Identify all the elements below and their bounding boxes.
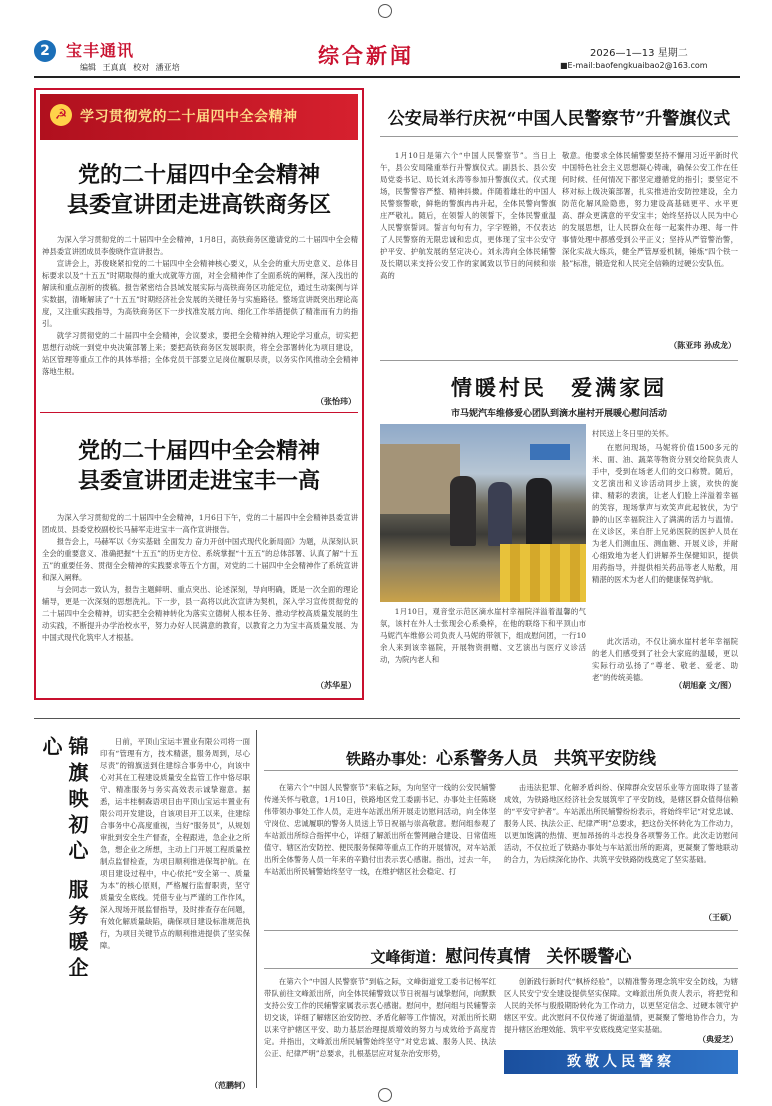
article3-col1: 1月10日是第六个“中国人民警察节”。当日上午，县公安局隆重举行升警旗仪式。副县长、县公安局党委书记、局长刘永涛等参加升警旗仪式。仪式现场，民警警容严整、精神抖擞。伴随着雄壮的中国人民警察警歌，鲜艳的警旗冉冉升起，全体民警向警旗庄严敬礼。随后，在领誓人的领誓下，全体民警重温人民警察誓词。誓言句句有力，字字铿锵，不仅表达了人民警察的无限忠诚和忠贞，更体现了宝丰公安守护平安、护航发展的坚定决心。刘永涛向全体民辅警及长期以来支持公安工作的家属致以节日的问候和崇高的: [380, 151, 556, 280]
article1-title: 党的二十届四中全会精神 县委宣讲团走进高铁商务区: [66, 162, 331, 218]
article4-col1: 1月10日，观音堂示范区滴水崖村幸福院洋溢着温馨的气氛，该村在外人士张现会心系桑梓，在他的联络下和平顶山市马妮汽车维修公司负责人马妮的带领下，组成慰问团，一行10余人来到该幸福院，开展物资捐赠、文艺演出与医疗义诊活动，为院内老人和: [380, 607, 586, 664]
article6-title-main: 心系警务人员 共筑平安防线: [436, 749, 656, 769]
article6-rule: [264, 770, 738, 771]
article2-body: 为深入学习贯彻党的二十届四中全会精神，1月6日下午，党的二十届四中全会精神县委宣讲团成员、县委党校副校长马赫军走进宝丰一高作宣讲报告。 报告会上，马赫军以《夯实基础 全面发力 奋力开创中国式现代化新局面》为题，从深刻认识全会的重要意义、准确把握“十五五”的历史方位、系统掌握“十五五”的总体部署、认真了解“十五五”的重要任务、贯彻全会精神的实践要求等五个方面，对党的二十届四中全会精神作了系统宣讲和深入阐释。 与会同志一致认为，报告主题鲜明、重点突出、论述深刻，导向明确，既是一次全面的理论辅导，更是一次深刻的思想洗礼。下一步，县一高将以此次宣讲为契机，深入学习宣传贯彻党的二十届四中全会精神，切实把全会精神转化为落实立德树人根本任务、推动学校高质量发展的生动实践，不断提升办学治校水平，努力办好人民满意的教育，以教育之力为宝丰高质量发展、为中国式现代化筑牢人才根基。: [42, 513, 358, 642]
photo-person: [450, 476, 476, 546]
article2-byline: （苏华星）: [316, 680, 356, 690]
article7-title-prefix: 文峰街道：: [370, 948, 446, 966]
article-divider-bottom: [264, 930, 738, 931]
photo-supplies: [500, 544, 586, 602]
article-divider: [40, 412, 358, 413]
photo-blue-sign: [530, 444, 570, 460]
article7-byline: （典爱芝）: [698, 1034, 738, 1044]
article4-byline: （胡旭豪 文/图）: [674, 680, 736, 690]
photo-person: [526, 478, 552, 546]
article6-col2: 击违法犯罪、化解矛盾纠纷、保障群众安居乐业等方面取得了显著成效，为铁路地区经济社会发展筑牢了平安防线，是辖区群众值得信赖的“平安守护者”。车站派出所民辅警纷纷表示，将始终牢记“对党忠诚、服务人民、执法公正、纪律严明”总要求，把这份关怀转化为工作动力，以更加饱满的热情、更加昂扬的斗志投身各项警务工作。此次走访慰问活动，不仅拉近了铁路办事处与车站派出所的距离，更凝聚了警地联动的合力，为后续深化协作、共筑平安铁路防线奠定了坚实基础。: [504, 783, 738, 864]
article5-title: 锦旗映初心 服务暖企心: [39, 736, 89, 983]
lower-section-rule: [34, 718, 740, 719]
article6-title: [262, 744, 740, 769]
registration-mark-bottom: [378, 1088, 392, 1102]
article4-col3: 此次活动，不仅让滴水崖村老年幸福院的老人们感受到了社会大家庭的温暖，更以实际行动弘扬了“尊老、敬老、爱老、助老”的传统美德。: [592, 637, 738, 682]
article3-col2: 敬意。他要求全体民辅警要坚持不懈用习近平新时代中国特色社会主义思想凝心铸魂，确保公安工作在任何时候、任何情况下都坚定遵循党的指引；要坚定不移对标上级决策部署，扎实推进治安防控建设，全力防范化解风险隐患，努力建设高基础更平、水平更高、群众更满意的平安宝丰；始终坚持以人民为中心的发展思想，让人民群众在每一起案件办理、每一件事情处理中都感受到公平正义；坚持从严管警治警，深化实战大练兵，健全严管厚爱机制，锤炼“四个铁一般”标准，锻造党和人民完全信赖的过硬公安队伍。: [562, 151, 738, 268]
article5-body: 日前，平顶山宝运丰置业有限公司将一面印有“管理有方，技术精湛，服务周到，尽心尽责”的锦旗送到住建综合事务中心，向该中心对其在工程建设质量安全监管工作中恪尽职守、精准服务与务实高效表示诚挚谢意。据悉，运丰桂桐森语项目由平顶山宝运丰置业有限公司开发建设，自该项目开工以来，住建综合事务中心高度重视，当好“服务员”，从规划审批到安全生产督查，全程跟进，急企业之所急，想企业之所想，主动上门开展工程质量控制点监督检查，为项目顺利推进保驾护航。在项目建设过程中，中心依托“安全第一、质量为本”的核心原则，严格履行监督职责，坚守质量安全底线。凭借专业与严谨的工作作风，深入现场开展监督指导，及时排查存在问题，有效化解质量缺陷，确保项目建设标准规范执行，为项目关键节点的顺利推进提供了坚实保障。: [100, 737, 250, 950]
party-emblem-icon: ☭: [50, 104, 72, 126]
article4-col2-top: 村民送上冬日里的关怀。: [592, 429, 674, 438]
article4-title: 情暖村民 爱满家园: [450, 375, 668, 400]
article5-byline: （范鹏轲）: [210, 1080, 250, 1090]
page-number-badge: 2: [34, 40, 56, 62]
article3-byline: （陈亚玮 孙成龙）: [669, 340, 736, 350]
section-title: 综合新闻: [318, 43, 414, 68]
email-info: ■E-mail:baofengkuaibao2@163.com: [560, 61, 708, 70]
article7-rule: [264, 968, 738, 969]
registration-mark-top: [378, 4, 392, 18]
volunteer-photo: [380, 424, 586, 602]
footer-banner: 致敬人民警察: [504, 1050, 738, 1074]
article7-col1: 在第六个“中国人民警察节”到临之际，文峰街道党工委书记杨军红带队前往文峰派出所，向全体民辅警致以节日祝福与诚挚慰问，向默默支持公安工作的民辅警家属表示衷心感谢。慰问中，慰问组与民辅警亲切交谈，详细了解辖区治安防控、矛盾化解等工作情况，对派出所长期以来守护辖区平安、助力基层治理提质增效的努力与成效给予高度肯定。并指出，文峰派出所民辅警始终坚守“对党忠诚、服务人民、执法公正、纪律严明”总要求，扎根基层应对复杂治安形势，: [264, 977, 496, 1058]
column-divider: [256, 730, 257, 1088]
article6-col1: 在第六个“中国人民警察节”来临之际，为向坚守一线的公安民辅警传递关怀与敬意，1月10日，铁路地区党工委副书记、办事处主任陈晓伟带领办事处工作人员，走进车站派出所开展走访慰问活动，向全体坚守岗位、忠诚履职的警务人员送上节日祝福与崇高敬意。慰问组参观了车站派出所综合指挥中心，详细了解派出所在警网融合建设、日常值班值守、辖区治安防控、便民服务保障等重点工作的开展情况，对车站派出所全体警务人员一年来的辛勤付出表示衷心感谢。指出，过去一年，车站派出所民辅警始终坚守一线，在维护辖区社会稳定、打: [264, 783, 496, 876]
banner-title: 学习贯彻党的二十届四中全会精神: [80, 109, 298, 125]
article7-col2: 创新践行新时代“枫桥经验”，以精准警务理念筑牢安全防线，为辖区人民安宁安全建设提供坚实保障。文峰派出所负责人表示，将把党和人民的关怀与殷殷期盼转化为工作动力，以更坚定信念、过硬本领守护辖区平安。此次慰问不仅传递了街道温情，更凝聚了警地协作合力，为提升辖区治理效能、筑牢平安底线奠定坚实基础。: [504, 977, 738, 1034]
article7-title-main: 慰问传真情 关怀暖警心: [445, 947, 632, 967]
article3-title: 公安局举行庆祝“中国人民警察节”升警旗仪式: [387, 109, 731, 129]
article1-body: 为深入学习贯彻党的二十届四中全会精神，1月8日，高铁商务区邀请党的二十届四中全会精神县委宣讲团成员李俊晓作宣讲报告。 宣讲会上，苏俊晓紧扣党的二十届四中全会精神核心要义，从全会的重大历史意义、总体目标要求以及“十五五”时期取得的重大成就等方面，对全会精神作了全面系统的阐释，深入浅出的解读和重点剖析的拨稿。报告紧密结合县域发展实际与高铁商务区功能定位，通过生动案例与详实数据，清晰解读了“十五五”时期经济社会发展的关键任务与实施路径。整场宣讲既突出理论高度，又注重实践指导，为高铁商务区下一步找准发展方向、细化工作举措提供了精准而有力的指引。 就学习贯彻党的二十届四中全会精神，会议要求，要把全会精神纳入理论学习重点，切实把思想行动统一到党中央决策部署上来；要把高铁商务区发展职责，将全会部署转化为项目建设，站区管理等重点工作的具体举措；全体党员干部要立足岗位履职尽责，以务实作风推动全会精神落地生根。: [42, 235, 358, 376]
photo-building: [380, 444, 460, 514]
paper-name: 宝丰通讯: [66, 41, 135, 60]
article6-title-prefix: 铁路办事处：: [346, 750, 437, 768]
article6-byline: （王硕）: [704, 912, 736, 922]
article1-byline: （张怡玮）: [316, 396, 356, 406]
header-rule: [34, 76, 740, 78]
article3-rule: [380, 136, 738, 137]
section-divider-right: [380, 360, 738, 361]
issue-date: 2026—1—13 星期二: [590, 48, 688, 59]
article7-title: [262, 942, 740, 967]
article4-col2: 在慰问现场，马妮将价值1500多元的米、面、油、蔬菜等物资分别交给院负责人手中，受到在场老人们的交口称赞。随后，文艺演出和义诊活动同步上演，欢快的旋律、精彩的表演，让老人们脸上洋溢着幸福的笑容，现场掌声与欢笑声此起彼伏，为宁静的山区幸福院注入了满满的活力与温情。在义诊区，来自肝上兄弟医院的医护人员在为老人们测血压、测血糖、开展义诊，并耐心细致地为老人们讲解养生保健知识，提供用药指导，并提供相关药品等老人贴敷，用精湛的医术为老人们的健康保驾护航。: [592, 443, 738, 584]
editor-info: 编辑 王真真 校对 潘亚培: [80, 63, 180, 72]
article2-title: 党的二十届四中全会精神 县委宣讲团走进宝丰一高: [77, 438, 320, 494]
article4-subtitle: 市马妮汽车维修爱心团队到滴水崖村开展暖心慰问活动: [450, 409, 667, 419]
photo-person: [488, 482, 512, 546]
